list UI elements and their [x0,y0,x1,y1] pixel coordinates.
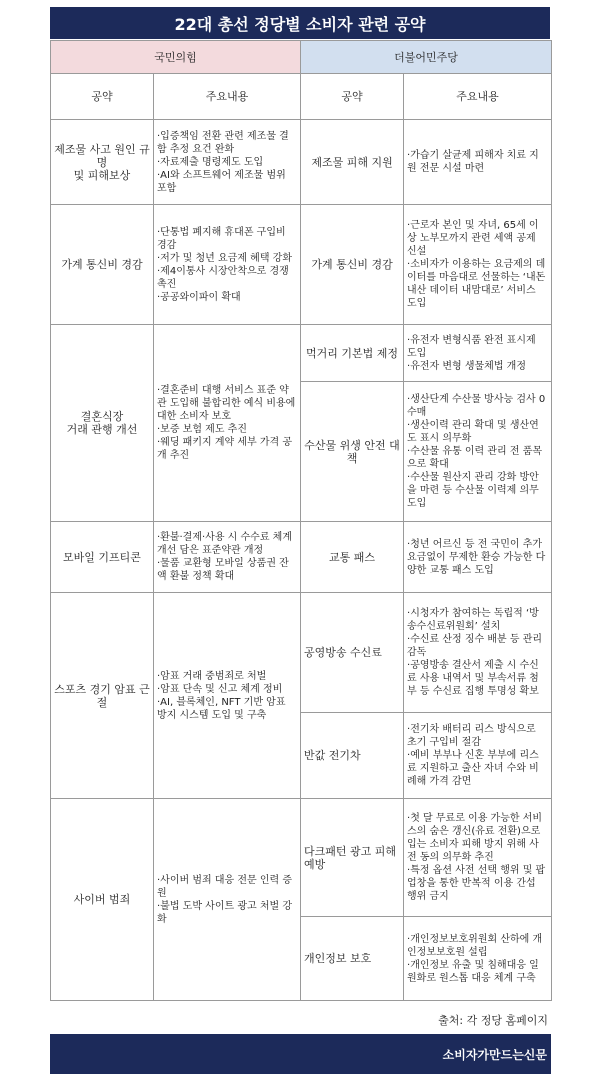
dp-content: ·시청자가 참여하는 독립적 ‘방송수신료위원회’ 설치 ·수신료 산정 징수 배분 등 관리 감독 ·공영방송 결산서 제출 시 수신료 사용 내역서 및 부속서류 첨부 등 수신료 집행 투명성 확보 [404,593,552,713]
dp-pledge: 반값 전기차 [301,713,404,799]
ppp-content: ·암표 거래 중범죄로 처벌 ·암표 단속 및 신고 체계 정비 ·AI, 블록체인, NFT 기반 암표 방지 시스템 도입 및 구축 [154,593,301,799]
column-header-pledge: 공약 [301,74,404,120]
table-row [51,593,552,713]
ppp-content: ·환불·결제·사용 시 수수료 체계 개선 담은 표준약관 개정 ·물품 교환형 모바일 상품권 잔액 환불 정책 확대 [154,522,301,593]
ppp-pledge: 모바일 기프티콘 [51,522,154,593]
footer-label: 소비자가만드는신문 [442,1047,547,1062]
ppp-pledge: 제조물 사고 원인 규명 및 피해보상 [51,120,154,205]
ppp-pledge: 가계 통신비 경감 [51,205,154,325]
ppp-content: ·사이버 범죄 대응 전문 인력 증원 ·불법 도박 사이트 광고 처벌 강화 [154,799,301,1001]
source-note: 출처: 각 정당 홈페이지 [438,1014,548,1027]
ppp-pledge: 스포츠 경기 암표 근절 [51,593,154,799]
table-row [51,799,552,917]
ppp-content: ·결혼준비 대행 서비스 표준 약관 도입해 불합리한 예식 비용에 대한 소비자 보호 ·보증 보험 제도 추진 ·웨딩 패키지 계약 세부 가격 공개 추진 [154,325,301,522]
party-header-ppp: 국민의힘 [51,41,301,74]
dp-content: ·가습기 살균제 피해자 치료 지원 전문 시설 마련 [404,120,552,205]
column-header-content: 주요내용 [404,74,552,120]
pledge-table [50,40,552,1001]
dp-content: ·유전자 변형식품 완전 표시제 도입 ·유전자 변형 생물체법 개정 [404,325,552,382]
dp-content: ·첫 달 무료로 이용 가능한 서비스의 숨은 갱신(유료 전환)으로 입는 소비자 피해 방지 위해 사전 동의 의무화 추진 ·특정 옵션 사전 선택 행위 및 팝업창을 통한 반복적 이용 간섭 행위 금지 [404,799,552,917]
party-header-dp: 더불어민주당 [301,41,552,74]
page-title: 22대 총선 정당별 소비자 관련 공약 [50,7,550,39]
table-row [51,522,552,593]
ppp-content: ·단통법 폐지해 휴대폰 구입비 경감 ·저가 및 청년 요금제 혜택 강화 ·제4이통사 시장안착으로 경쟁 촉진 ·공공와이파이 확대 [154,205,301,325]
table-row [51,205,552,325]
dp-content: ·개인정보보호위원회 산하에 개인정보보호원 설립 ·개인정보 유출 및 침해대응 일원화로 원스톱 대응 체계 구축 [404,917,552,1001]
dp-pledge: 제조물 피해 지원 [301,120,404,205]
dp-pledge: 가계 통신비 경감 [301,205,404,325]
dp-pledge: 먹거리 기본법 제정 [301,325,404,382]
table-row [51,325,552,382]
ppp-pledge: 결혼식장 거래 관행 개선 [51,325,154,522]
footer-brand [50,1034,551,1074]
ppp-pledge: 사이버 범죄 [51,799,154,1001]
dp-content: ·근로자 본인 및 자녀, 65세 이상 노부모까지 관련 세액 공제 신설 ·소비자가 이용하는 요금제의 데이터를 마음대로 선물하는 ‘내돈내산 데이터 내맘대로’ 서비스 도입 [404,205,552,325]
column-header-pledge: 공약 [51,74,154,120]
dp-pledge: 개인정보 보호 [301,917,404,1001]
dp-content: ·청년 어르신 등 전 국민이 추가 요금없이 무제한 환승 가능한 다양한 교통 패스 도입 [404,522,552,593]
dp-content: ·생산단계 수산물 방사능 검사 0 수매 ·생산이력 관리 확대 및 생산연도 표시 의무화 ·수산물 유통 이력 관리 전 품목으로 확대 ·수산물 원산지 관리 강화 방안을 마련 등 수산물 이력제 의무도입 [404,382,552,522]
dp-pledge: 다크패턴 광고 피해 예방 [301,799,404,917]
column-header-content: 주요내용 [154,74,301,120]
dp-pledge: 공영방송 수신료 [301,593,404,713]
ppp-content: ·입증책임 전환 관련 제조물 결함 추정 요건 완화 ·자료제출 명령제도 도입 ·AI와 소프트웨어 제조물 범위 포함 [154,120,301,205]
dp-content: ·전기차 배터리 리스 방식으로 초기 구입비 절감 ·예비 부부나 신혼 부부에 리스료 지원하고 출산 자녀 수와 비례해 가격 감면 [404,713,552,799]
dp-pledge: 수산물 위생 안전 대책 [301,382,404,522]
dp-pledge: 교통 패스 [301,522,404,593]
table-row [51,120,552,205]
